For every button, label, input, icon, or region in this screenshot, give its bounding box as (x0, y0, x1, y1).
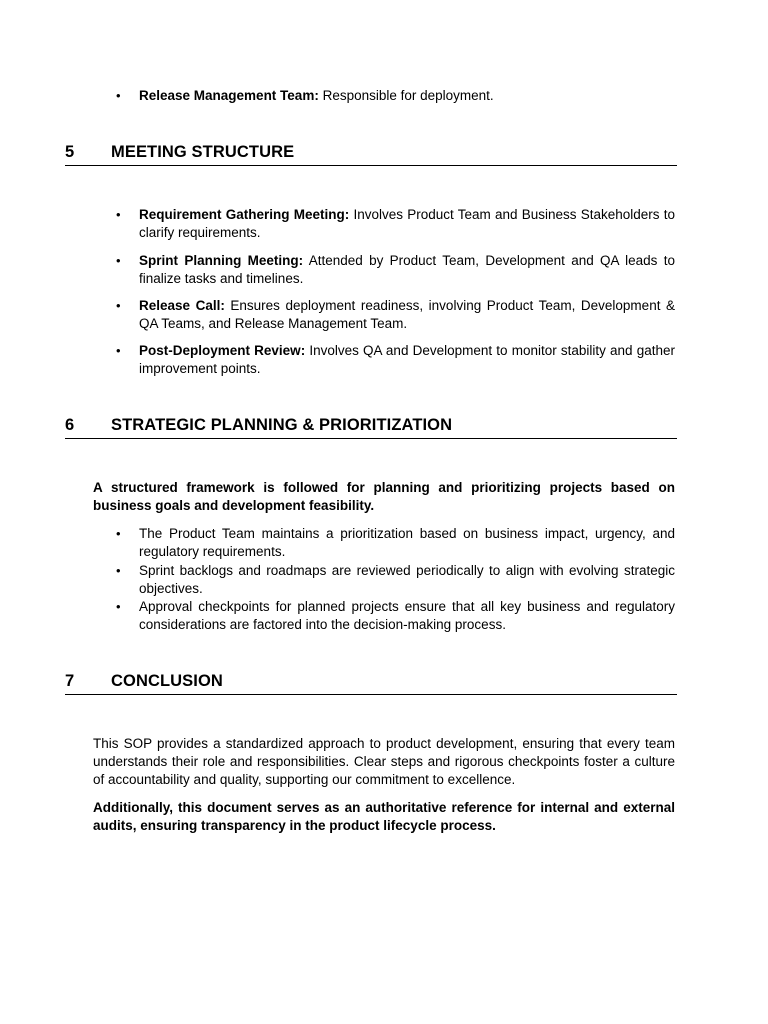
bullet-icon: • (116, 207, 121, 222)
list-item-text: Sprint backlogs and roadmaps are reviewed periodically to align with evolving strategic objectives. (139, 563, 675, 596)
section-heading-5 (65, 143, 677, 166)
bullet-icon: • (116, 343, 121, 358)
section-heading-6 (65, 416, 677, 439)
list-item-term: Post-Deployment Review: (139, 343, 306, 358)
list-item-prioritization (116, 525, 675, 561)
list-item-approval-checkpoints (116, 598, 675, 634)
bullet-icon: • (116, 526, 121, 541)
list-item-term: Requirement Gathering Meeting: (139, 207, 350, 222)
section-intro: A structured framework is followed for planning and prioritizing projects based on business goals and development feasibility. (93, 480, 675, 513)
section-number: 6 (65, 416, 75, 434)
section-title: CONCLUSION (111, 672, 223, 690)
list-item-text: The Product Team maintains a prioritization based on business impact, urgency, and regulatory requirements. (139, 526, 675, 559)
bullet-icon: • (116, 298, 121, 313)
list-item-release-call (116, 297, 676, 333)
section-number: 5 (65, 143, 75, 161)
bullet-icon: • (116, 88, 121, 103)
section-title: STRATEGIC PLANNING & PRIORITIZATION (111, 416, 453, 434)
bullet-icon: • (116, 599, 121, 614)
list-item-text: Involves QA and Development to monitor stability and gather improvement points. (139, 343, 675, 376)
list-item-term: Release Management Team: (139, 88, 319, 103)
list-item-text: Responsible for deployment. (318, 88, 494, 103)
bullet-icon: • (116, 253, 121, 268)
list-item-post-deployment-review (116, 342, 675, 378)
list-item-term: Sprint Planning Meeting: (139, 253, 304, 268)
bullet-icon: • (116, 563, 121, 578)
list-item-sprint-backlogs (116, 562, 675, 598)
list-item-sprint-planning (116, 252, 675, 288)
list-item-text: Ensures deployment readiness, involving Product Team, Development & QA Teams, and Release Management Team. (139, 298, 676, 331)
conclusion-audit-paragraph: Additionally, this document serves as an authoritative reference for internal and external audits, ensuring transparency in the product lifecycle process. (93, 800, 675, 833)
list-item-release-management-team (116, 87, 675, 105)
list-item-requirement-gathering (116, 206, 675, 242)
section-title: MEETING STRUCTURE (111, 143, 295, 161)
list-item-text: Attended by Product Team, Development and QA leads to finalize tasks and timelines. (139, 253, 675, 286)
list-item-text: Involves Product Team and Business Stakeholders to clarify requirements. (139, 207, 675, 240)
list-item-text: Approval checkpoints for planned projects ensure that all key business and regulatory considerations are factored into the decision-making process. (139, 599, 675, 632)
section-number: 7 (65, 672, 75, 690)
list-item-term: Release Call: (139, 298, 225, 313)
conclusion-paragraph: This SOP provides a standardized approach to product development, ensuring that every team understands their role and responsibilities. Clear steps and rigorous checkpoints foster a culture of accountability and quality, supporting our commitment to excellence. (93, 736, 675, 787)
section-heading-7 (65, 672, 677, 695)
